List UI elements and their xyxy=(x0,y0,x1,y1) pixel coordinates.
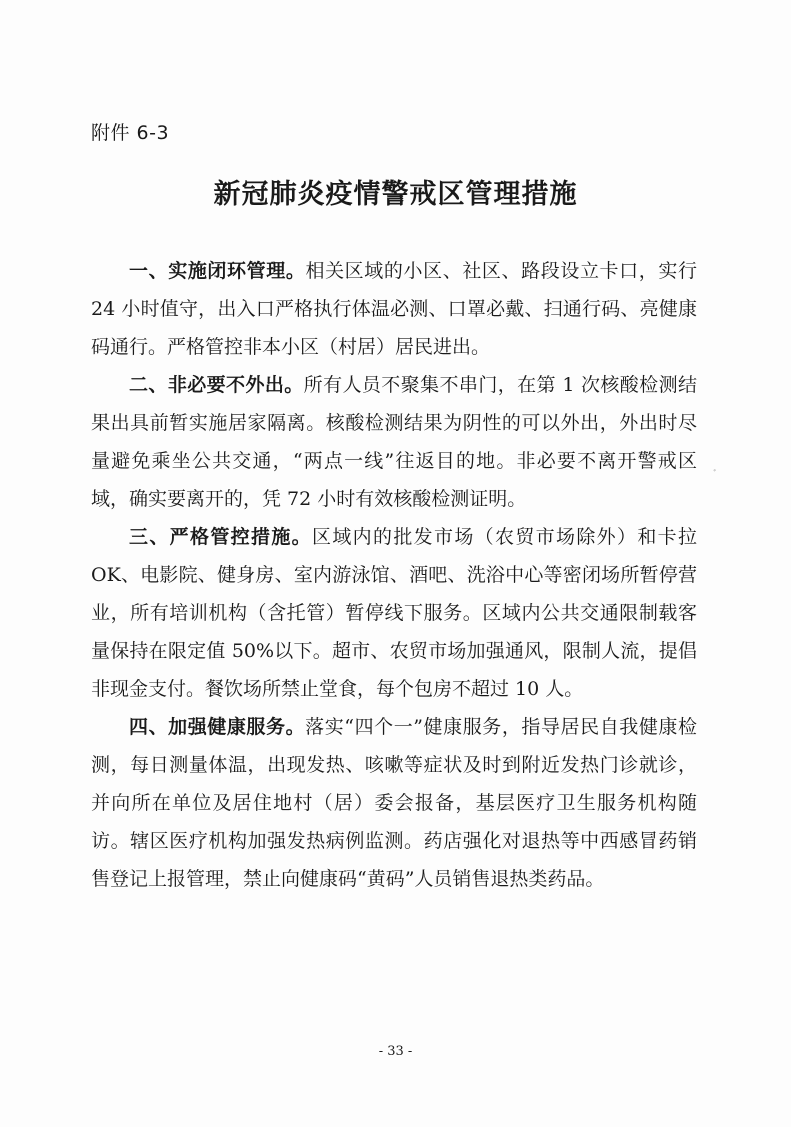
document-title: 新冠肺炎疫情警戒区管理措施 xyxy=(213,179,578,210)
section-text-3: 区域内的批发市场（农贸市场除外）和卡拉 OK、电影院、健身房、室内游泳馆、酒吧、洗浴中心等密闭场所暂停营业，所有培训机构（含托管）暂停线下服务。区域内公共交通限制载客量保持在限定值 50%以下。超市、农贸市场加强通风，限制人流，提倡非现金支付。餐饮场所禁止堂食，每个包房不超过 10 人。 xyxy=(91,526,697,700)
document-body xyxy=(91,252,697,898)
section-heading-4: 四、加强健康服务。 xyxy=(129,716,306,738)
section-paragraph-4 xyxy=(91,708,697,898)
section-paragraph-1 xyxy=(91,252,697,366)
section-heading-3: 三、严格管控措施。 xyxy=(129,526,312,548)
section-text-1: 相关区域的小区、社区、路段设立卡口，实行 24 小时值守，出入口严格执行体温必测、口罩必戴、扫通行码、亮健康码通行。严格管控非本小区（村居）居民进出。 xyxy=(91,260,697,358)
section-text-4: 落实“四个一”健康服务，指导居民自我健康检测，每日测量体温，出现发热、咳嗽等症状及时到附近发热门诊就诊，并向所在单位及居住地村（居）委会报备，基层医疗卫生服务机构随访。辖区医疗机构加强发热病例监测。药店强化对退热等中西感冒药销售登记上报管理，禁止向健康码“黄码”人员销售退热类药品。 xyxy=(91,716,697,890)
section-paragraph-3 xyxy=(91,518,697,708)
attachment-label: 附件 6-3 xyxy=(91,122,170,144)
section-text-2: 所有人员不聚集不串门，在第 1 次核酸检测结果出具前暂实施居家隔离。核酸检测结果为阴性的可以外出，外出时尽量避免乘坐公共交通，“两点一线”往返目的地。非必要不离开警戒区域，确实要离开的，凭 72 小时有效核酸检测证明。 xyxy=(91,374,697,510)
margin-mark: ﾞ xyxy=(713,470,718,481)
section-heading-1: 一、实施闭环管理。 xyxy=(129,260,306,282)
section-paragraph-2 xyxy=(91,366,697,518)
page-number: - 33 - xyxy=(378,1044,413,1059)
section-heading-2: 二、非必要不外出。 xyxy=(129,374,304,396)
